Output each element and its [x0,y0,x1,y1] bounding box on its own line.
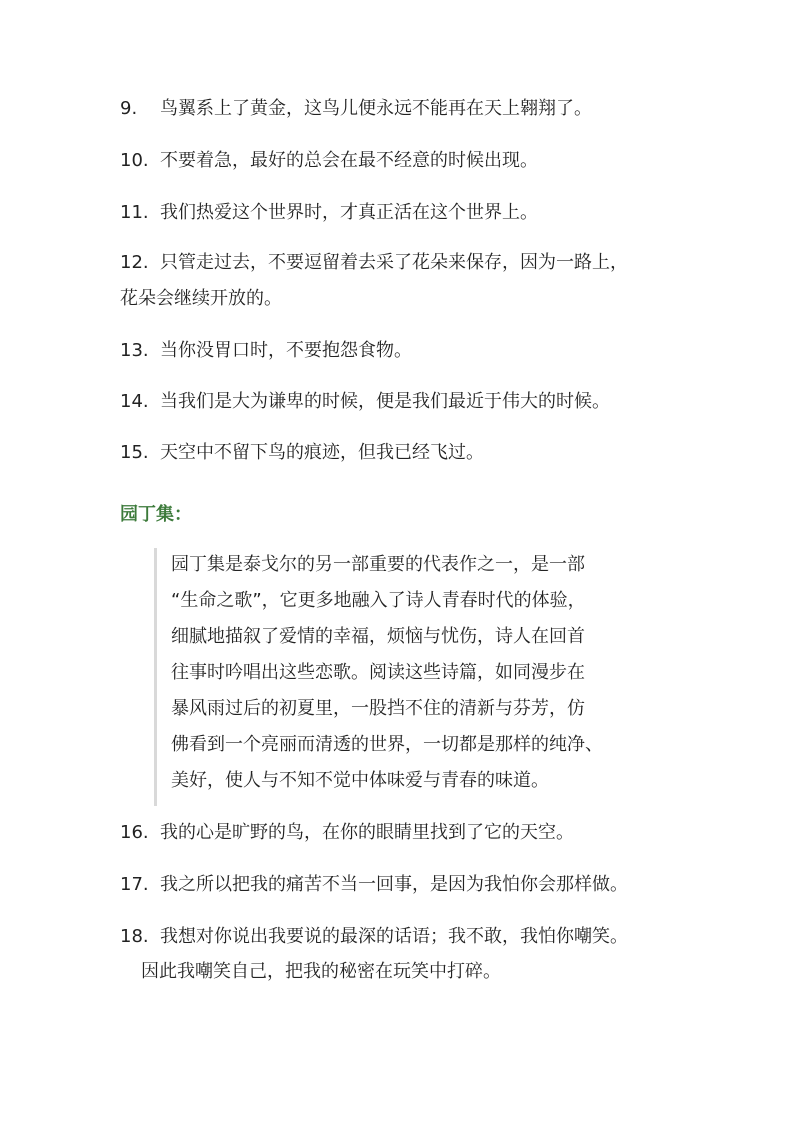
item-number: 16. [120,822,149,843]
item-text: 当我们是大为谦卑的时候，便是我们最近于伟大的时候。 [160,391,610,412]
quote-line: 佛看到一个亮丽而清透的世界，一切都是那样的纯净、 [171,734,603,755]
item-continuation: 因此我嘲笑自己，把我的秘密在玩笑中打碎。 [141,961,501,982]
list-item [120,385,610,418]
item-number: 10. [120,150,149,171]
item-number: 17. [120,874,149,895]
list-item [120,334,412,367]
item-number: 9. [120,98,138,119]
item-number: 18. [120,926,149,947]
item-text: 当你没胃口时，不要抱怨食物。 [160,340,412,361]
quote-line: 园丁集是泰戈尔的另一部重要的代表作之一，是一部 [171,554,585,575]
item-number: 13. [120,340,149,361]
item-text: 不要着急，最好的总会在最不经意的时候出现。 [160,150,538,171]
item-text: 只管走过去，不要逗留着去采了花朵来保存，因为一路上， [160,252,628,273]
quote-line: 细腻地描叙了爱情的幸福，烦恼与忧伤，诗人在回首 [171,626,585,647]
list-item [120,92,592,125]
item-text: 鸟翼系上了黄金，这鸟儿便永远不能再在天上翱翔了。 [160,98,592,119]
item-number: 11. [120,202,149,223]
item-number: 14. [120,391,149,412]
list-item [120,816,574,849]
list-item [120,920,628,953]
item-text: 天空中不留下鸟的痕迹，但我已经飞过。 [160,442,484,463]
block-quote [154,548,657,806]
quote-line: 往事时吟唱出这些恋歌。阅读这些诗篇，如同漫步在 [171,662,585,683]
item-number: 12. [120,252,149,273]
list-item [120,144,538,177]
quote-line: 美好，使人与不知不觉中体味爱与青春的味道。 [171,770,549,791]
list-item [120,196,538,229]
item-text: 我想对你说出我要说的最深的话语；我不敢，我怕你嘲笑。 [160,926,628,947]
item-continuation: 花朵会继续开放的。 [120,288,282,309]
item-text: 我之所以把我的痛苦不当一回事，是因为我怕你会那样做。 [160,874,628,895]
quote-line: 暴风雨过后的初夏里，一股挡不住的清新与芬芳，仿 [171,698,585,719]
item-number: 15. [120,442,149,463]
item-text: 我的心是旷野的鸟，在你的眼睛里找到了它的天空。 [160,822,574,843]
list-item [120,868,628,901]
item-text: 我们热爱这个世界时，才真正活在这个世界上。 [160,202,538,223]
quote-line: “生命之歌”，它更多地融入了诗人青春时代的体验， [171,590,586,611]
list-item [120,436,484,469]
section-heading: 园丁集： [120,504,192,525]
list-item [120,246,628,279]
